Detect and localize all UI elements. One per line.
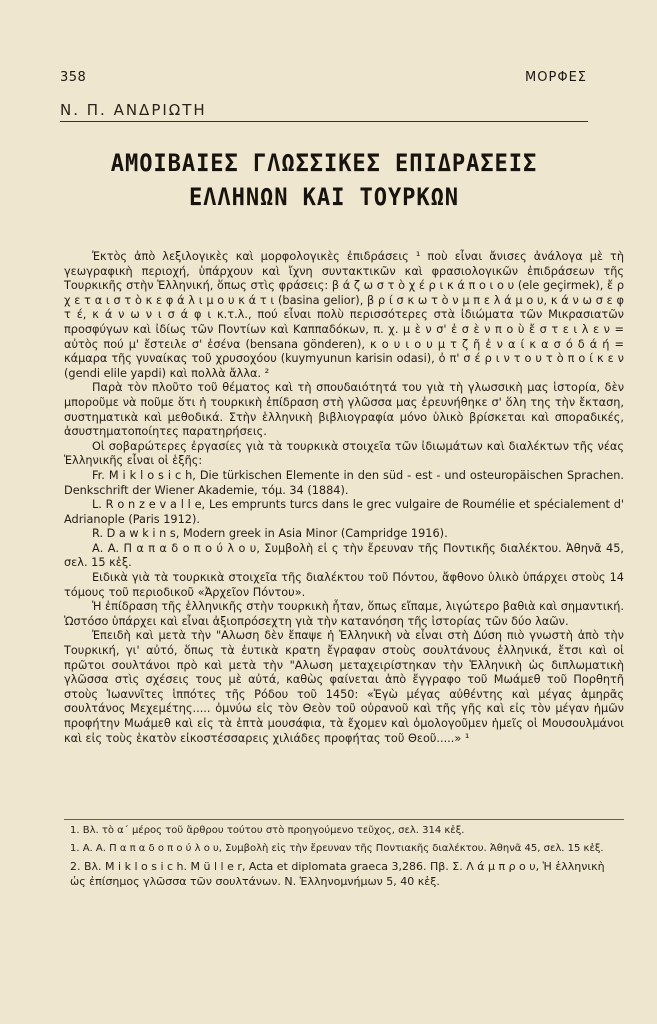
title-line-1: ΑΜΟΙΒΑΙΕΣ ΓΛΩΣΣΙΚΕΣ ΕΠΙΔΡΑΣΕΙΣ [110,149,538,177]
article-body [64,250,624,746]
footnote-separator [64,819,624,820]
reference-item: L. R o n z e v a l l e, Les emprunts turcs dans le grec vulgaire de Roumélie et spécialement d' Adrianople (Paris 1912). [64,498,624,526]
page-number: 358 [60,70,87,85]
magazine-name: ΜΟΡΦΕΣ [525,70,587,85]
footnote: 1. Βλ. τὸ α΄ μέρος τοῦ ἄρθρου τούτου στὸ προηγούμενο τεῦχος, σελ. 314 κἑξ. [70,825,465,836]
header-rule [60,121,588,122]
body-paragraph: Οἱ σοβαρώτερες ἐργασίες γιὰ τὰ τουρκικὰ στοιχεῖα τῶν ἰδιωμάτων καὶ διαλέκτων τῆς νέας Ἑλληνικῆς εἶναι οἱ ἑξῆς: [64,439,624,468]
reference-item: R. D a w k i n s, Modern greek in Asia Minor (Campridge 1916). [92,527,448,541]
title-line-2: ΕΛΛΗΝΩΝ ΚΑΙ ΤΟΥΡΚΩΝ [188,183,460,211]
body-paragraph: Ἡ ἐπίδραση τῆς ἑλληνικῆς στὴν τουρκικὴ ἦταν, ὅπως εἴπαμε, λιγώτερο βαθιὰ καὶ σημαντική. Ὡστόσο ὑπάρχει καὶ εἶναι ἀξιοπρόσεχτη γιὰ τὴν κατανόηση τῆς ἱστορίας τῶν δύο λαῶν. [64,600,624,628]
reference-item: Α. Α. Π α π α δ ο π ο ύ λ ο υ, Συμβολὴ εἰ ς τὴν ἔρευναν τῆς Ποντικῆς διαλέκτου. Ἀθηνᾶ 45, σελ. 15 κἑξ. [64,541,624,570]
footnote: 2. Βλ. M i k l o s i c h. M ü l l e r, Acta et diplomata graeca 3,286. Πβ. Σ. Λ ά μ π ρ ο υ, Ἡ ἑλληνικὴ ὡς ἐπίσημος γλῶσσα τῶν σουλτάνων. Ν. Ἑλληνομνήμων 5, 40 κἑξ. [70,860,605,888]
body-paragraph: Παρὰ τὸν πλοῦτο τοῦ θέματος καὶ τὴ σπουδαιότητά του γιὰ τὴ γλωσσικὴ μας ἱστορία, δὲν μποροῦμε νὰ ποῦμε ὅτι ἡ τουρκικὴ ἐπίδραση στὴ γλῶσσα μας ἐρευνήθηκε σ' ὅλη της τὴν ἔκταση, συστηματικὰ καὶ μεθοδικά. Στὴν ἑλληνικὴ βιβλιογραφία μόνο ὑλικὸ βρίσκεται καὶ σποραδικές, ἀσυστηματοποίητες παρατηρήσεις. [64,381,624,439]
body-paragraph: Ἐπειδὴ καὶ μετὰ τὴν "Αλωση δὲν ἔπαψε ἡ Ἑλληνικὴ νὰ εἶναι στὴ Δύση πιὸ γνωστὴ ἀπὸ τὴν Τουρκική, γι' αὐτό, ὅπως τὰ ἐυτικὰ κρατη ἔγραφαν στοὺς σουλτάνους ἑλληνικά, ἔτσι καὶ οἱ πρῶτοι σουλτάνοι πρὸ καὶ μετὰ τὴν "Αλωση μεταχειρίστηκαν τὴν Ἑλληνικὴ ὡς διπλωματικὴ γλῶσσα στὶς σχέσεις τους μὲ αὐτά, καθὼς φαίνεται ἀπὸ ἔγγραφο τοῦ Μωάμεθ τοῦ Πορθητῆ στοὺς Ἰωαννῖτες ἱππότες τῆς Ρόδου τοῦ 1450: «Ἐγὼ μέγας αὐθέντης καὶ μέγας ἀμηρᾶς σουλτάνος Μεχεμέτης..... ὀμνύω εἰς τὸν Θεὸν τοῦ οὐρανοῦ καὶ τῆς γῆς καὶ εἰς τὸν μέγαν ἡμῶν προφήτην Μωάμεθ καὶ εἰς τὰ ἑπτὰ μουσάφια, τὰ ἔχομεν καὶ ὁμολογοῦμεν ἡμεῖς οἱ Μουσουλμάνοι καὶ εἰς τοὺς ἑκατὸν εἰκοστέσσαρεις χιλιάδες προφήτας τοῦ Θεοῦ.....» ¹ [64,629,624,745]
author-name: Ν. Π. ΑΝΔΡΙΩΤΗ [60,101,207,119]
running-header [60,70,587,86]
article-title [81,146,567,214]
body-paragraph: Ἐκτὸς ἀπὸ λεξιλογικὲς καὶ μορφολογικὲς ἐπιδράσεις ¹ ποὺ εἶναι ἄνισες ἀνάλογα μὲ τὴ γεωγραφικὴ περιοχή, ὑπάρχουν καὶ ἴχνη συντακτικῶν καὶ φρασιολογικῶν ἐπιδράσεων τῆς Τουρκικῆς στὴν Ἑλληνική, ὅπως στὶς φράσεις: β ά ζ ω σ τ ὸ χ έ ρ ι κ ά π ο ι ο υ (ele geçirmek), ἔ ρ χ ε τ α ι σ τ ὸ κ ε φ ά λ ι μ ο υ κ ά τ ι (basina gelior), β ρ ί σ κ ω τ ὸ ν μ π ε λ ά μ ο υ, κ ά ν ω σ ε φ τ έ, κ ά ν ω ν ι σ ά φ ι κ.τ.λ., πού εἶναι πολὺ περισσότερες στὰ ἰδιώματα τῶν Μικρασιατῶν προσφύγων καὶ ἰδίως τῶν Ποντίων καὶ Καππαδόκων, π. χ. μ ὲ ν σ' ἐ σ ὲ ν π ο ὺ ἔ σ τ ε ι λ ε ν = αὐτὸς πού μ' ἔστειλε σ' ἐσένα (bensana gönderen), κ ο υ ι ο υ μ τ ζ ῆ ἐ ν α ί κ α σ ό δ ά ή = κάμαρα τῆς γυναίκας τοῦ χρυσοχόου (kuymyunun karisin odasi), ὀ π' σ έ ρ ι ν τ ο υ τ ὸ π ο ί κ ε ν (gendi elile yapdi) καὶ πολλὰ ἄλλα. ² [64,250,624,380]
reference-item: Fr. M i k l o s i c h, Die türkischen Elemente in den süd - est - und osteuropäischen Sprachen. Denkschrift der Wiener Akademie, τόμ. 34 (1884). [64,468,624,497]
footnote: 1. Α. Α. Π α π α δ ο π ο ύ λ ο υ, Συμβολὴ εἰς τὴν ἔρευναν τῆς Ποντιακῆς διαλέκτου. Ἀθηνᾶ 45, σελ. 15 κἑξ. [70,843,604,854]
body-paragraph: Ειδικὰ γιὰ τὰ τουρκικὰ στοιχεῖα τῆς διαλέκτου τοῦ Πόντου, ἄφθονο ὑλικὸ ὑπάρχει στοὺς 14 τόμους τοῦ περιοδικοῦ «Ἀρχεῖον Πόντου». [64,571,624,599]
footnotes [70,824,622,894]
